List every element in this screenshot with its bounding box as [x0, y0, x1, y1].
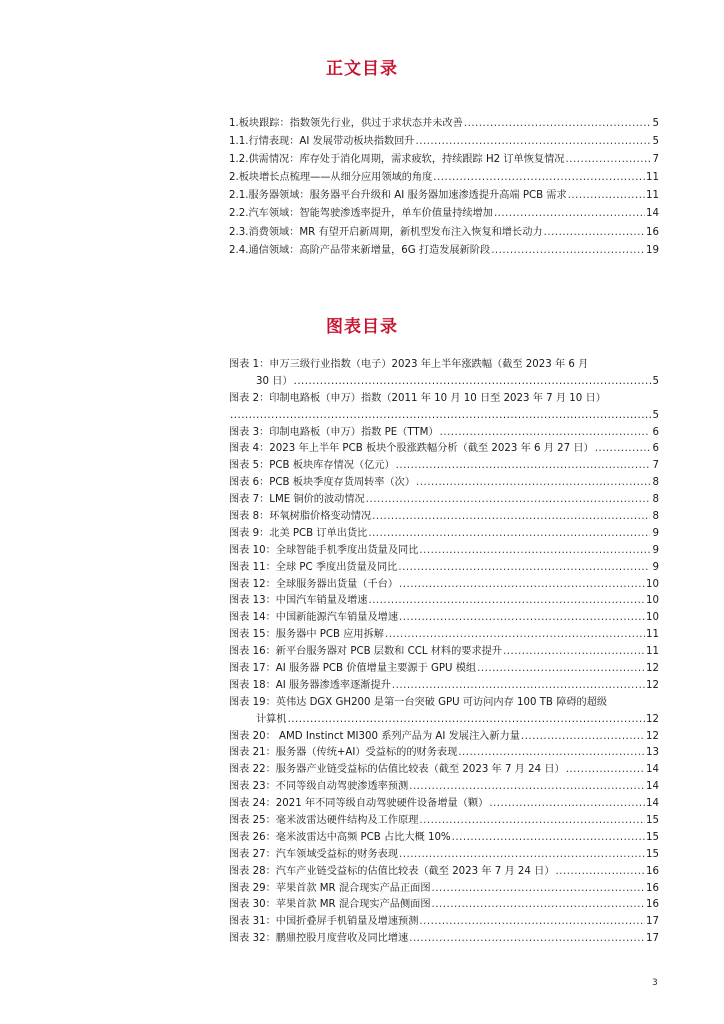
dot-leader	[432, 881, 645, 898]
dot-leader	[556, 864, 646, 881]
figure-entry-page: 14	[646, 781, 659, 793]
figure-entry[interactable]	[229, 881, 659, 898]
figure-entry[interactable]	[229, 644, 659, 661]
figure-entry-page: 17	[646, 933, 659, 945]
figure-entry-page: 12	[646, 679, 659, 691]
dot-leader	[385, 627, 645, 644]
figure-entry-page: 10	[646, 612, 659, 624]
figure-entry-page: 8	[652, 477, 659, 489]
figure-entry[interactable]	[229, 779, 659, 796]
figure-entry-text: 图表 21：服务器（传统+AI）受益标的的财务表现	[229, 747, 458, 759]
dot-leader	[595, 441, 650, 458]
dot-leader	[416, 475, 650, 492]
figure-entry[interactable]	[229, 475, 659, 492]
toc-entry-text: 2.4.通信领域：高阶产品带来新增量，6G 打造发展新阶段	[229, 244, 491, 256]
toc-entry-text: 2.3.消费领域：MR 有望开启新周期，新机型发布注入恢复和增长动力	[229, 226, 543, 238]
figure-entry-page: 16	[646, 865, 659, 877]
figure-entry[interactable]	[229, 830, 659, 847]
toc-entry-page: 14	[646, 208, 659, 220]
dot-leader	[521, 729, 645, 746]
figure-entry-page: 7	[652, 460, 659, 472]
dot-leader	[419, 543, 650, 560]
figure-entry[interactable]	[229, 577, 659, 594]
figure-entry[interactable]	[229, 543, 659, 560]
figure-entry-text: 图表 23：不同等级自动驾驶渗透率预测	[229, 781, 409, 793]
figure-entry[interactable]	[229, 864, 659, 881]
figure-entry-text: 图表 8：环氧树脂价格变动情况	[229, 511, 372, 522]
dot-leader	[432, 897, 645, 914]
figure-entry-text: 图表 2：印制电路板（申万）指数（2011 年 10 月 10 日至 2023 年 7 月 10 日）	[229, 392, 606, 404]
figure-entry-page: 8	[652, 511, 659, 522]
figure-entry[interactable]	[229, 357, 659, 391]
dot-leader	[399, 847, 645, 864]
figure-entry-page: 9	[652, 527, 659, 539]
figure-entry[interactable]	[229, 526, 659, 543]
figure-entry-page: 8	[652, 494, 659, 506]
figure-entry-text: 图表 25：毫米波雷达硬件结构及工作原理	[229, 815, 419, 827]
toc-entry-page: 7	[652, 154, 659, 166]
figure-entry[interactable]	[229, 610, 659, 627]
dot-leader	[419, 813, 645, 830]
dot-leader	[452, 830, 645, 847]
figure-entry-text: 图表 12：全球服务器出货量（千台）	[229, 578, 399, 590]
dot-leader	[392, 678, 645, 695]
dot-leader	[230, 408, 652, 425]
figure-entry-page: 13	[646, 747, 659, 759]
toc-entry-page: 11	[646, 172, 659, 184]
figure-entry[interactable]	[229, 762, 659, 779]
dot-leader	[491, 242, 645, 260]
toc-entry[interactable]	[229, 133, 659, 151]
figure-entry-text: 图表 24：2021 年不同等级自动驾驶硬件设备增量（颗）	[229, 798, 489, 810]
toc-entry-text: 2.2.汽车领域：智能驾驶渗透率提升，单车价值量持续增加	[229, 208, 493, 220]
figure-entry-text: 图表 18：AI 服务器渗透率逐渐提升	[229, 679, 391, 691]
figure-entry-text: 图表 4：2023 年上半年 PCB 板块个股涨跌幅分析（截至 2023 年 6 月 27 日）	[229, 443, 594, 455]
figure-entry-page: 15	[646, 848, 659, 860]
dot-leader	[399, 610, 645, 627]
figure-entry-text: 图表 15：服务器中 PCB 应用拆解	[229, 629, 384, 641]
figure-entry[interactable]	[229, 509, 659, 526]
figure-entry-page: 11	[646, 629, 659, 641]
figure-entry[interactable]	[229, 898, 659, 915]
figure-entry[interactable]	[229, 441, 659, 458]
dot-leader	[368, 593, 645, 610]
toc-entry[interactable]	[229, 187, 659, 205]
dot-leader	[494, 205, 645, 223]
figure-entry-text: 图表 27：汽车领域受益标的财务表现	[229, 848, 399, 860]
table-of-contents	[229, 115, 659, 260]
figure-entry[interactable]	[229, 745, 659, 762]
figure-entry-text: 图表 30：苹果首款 MR 混合现实产品侧面图	[229, 899, 431, 911]
figure-entry-text: 图表 14：中国新能源汽车销量及增速	[229, 612, 399, 624]
dot-leader	[415, 133, 650, 151]
figure-entry-page: 5	[652, 409, 659, 421]
figure-list	[229, 357, 659, 948]
toc-entry-text: 1.板块跟踪：指数领先行业，供过于求状态并未改善	[229, 118, 463, 129]
figure-entry-text: 图表 16：新平台服务器对 PCB 层数和 CCL 材料的要求提升	[229, 646, 503, 658]
figure-entry[interactable]	[229, 931, 659, 948]
figure-entry-text: 图表 22：服务器产业链受益标的估值比较表（截至 2023 年 7 月 24 日）	[229, 764, 565, 776]
toc-entry-page: 5	[652, 136, 659, 148]
figure-entry-page: 9	[652, 544, 659, 556]
figure-entry-page: 9	[652, 561, 659, 573]
figure-entry-page: 15	[646, 815, 659, 827]
toc-entry[interactable]	[229, 151, 659, 169]
toc-entry[interactable]	[229, 242, 659, 260]
figure-entry-text: 图表 9：北美 PCB 订单出货比	[229, 527, 368, 539]
figure-entry-page: 15	[646, 831, 659, 843]
dot-leader	[568, 187, 645, 205]
figure-entry[interactable]	[229, 560, 659, 577]
toc-title: 正文目录	[326, 59, 398, 79]
dot-leader	[409, 931, 645, 948]
dot-leader	[372, 509, 650, 526]
figure-entry-page: 14	[646, 798, 659, 810]
figure-entry-text: 图表 3：印制电路板（申万）指数 PE（TTM）	[229, 426, 439, 438]
figure-entry-page: 6	[652, 443, 659, 455]
figure-entry-page: 16	[646, 899, 659, 911]
figure-entry[interactable]	[229, 813, 659, 830]
figure-entry-text: 图表 11：全球 PC 季度出货量及同比	[229, 561, 398, 573]
dot-leader	[419, 914, 645, 931]
dot-leader	[396, 458, 650, 475]
figure-entry-text-cont: 计算机	[256, 713, 287, 725]
page-number: 3	[652, 978, 658, 988]
figure-entry-page: 14	[646, 764, 659, 776]
toc-entry-page: 5	[652, 118, 659, 129]
figure-entry[interactable]	[229, 695, 659, 729]
dot-leader	[440, 425, 650, 442]
figure-entry-page: 17	[646, 916, 659, 928]
toc-entry[interactable]	[229, 169, 659, 187]
figure-entry-text: 图表 17：AI 服务器 PCB 价值增量主要源于 GPU 模组	[229, 663, 477, 675]
toc-entry-page: 19	[646, 244, 659, 256]
figure-entry-page: 12	[646, 713, 659, 725]
dot-leader	[399, 577, 645, 594]
figure-entry-text: 图表 28：汽车产业链受益标的估值比较表（截至 2023 年 7 月 24 日）	[229, 865, 555, 877]
figure-entry[interactable]	[229, 425, 659, 442]
dot-leader	[288, 712, 645, 729]
dot-leader	[294, 374, 652, 391]
figure-entry[interactable]	[229, 458, 659, 475]
figure-entry-text: 图表 26：毫米波雷达中高频 PCB 占比大概 10%	[229, 831, 451, 843]
toc-entry-page: 16	[646, 226, 659, 238]
toc-entry-page: 11	[646, 190, 659, 202]
figure-entry-page: 10	[646, 595, 659, 607]
toc-entry-text: 1.1.行情表现：AI 发展带动板块指数回升	[229, 136, 415, 148]
dot-leader	[458, 745, 645, 762]
dot-leader	[544, 224, 645, 242]
dot-leader	[566, 762, 645, 779]
toc-entry-text: 2.板块增长点梳理——从细分应用领域的角度	[229, 172, 433, 184]
figure-entry-text: 图表 29：苹果首款 MR 混合现实产品正面图	[229, 882, 431, 894]
figure-entry-text: 图表 31：中国折叠屏手机销量及增速预测	[229, 916, 419, 928]
toc-entry[interactable]	[229, 115, 659, 133]
dot-leader	[503, 644, 645, 661]
toc-entry[interactable]	[229, 205, 659, 223]
dot-leader	[489, 796, 645, 813]
figure-entry-page: 12	[646, 663, 659, 675]
figure-entry-text: 图表 20： AMD Instinct MI300 系列产品为 AI 发展注入新力量	[229, 730, 520, 742]
figure-entry-page: 10	[646, 578, 659, 590]
figure-entry-text: 图表 19：英伟达 DGX GH200 是第一台突破 GPU 可访问内存 100 TB 障碍的超级	[229, 696, 608, 708]
dot-leader	[566, 151, 651, 169]
dot-leader	[366, 492, 650, 509]
figure-entry[interactable]	[229, 729, 659, 746]
figure-entry-page: 5	[652, 375, 659, 387]
figure-entry[interactable]	[229, 593, 659, 610]
figure-entry[interactable]	[229, 796, 659, 813]
figure-entry-text: 图表 1：申万三级行业指数（电子）2023 年上半年涨跌幅（截至 2023 年 6 月	[229, 359, 589, 370]
dot-leader	[477, 661, 645, 678]
dot-leader	[368, 526, 650, 543]
dot-leader	[464, 115, 650, 133]
figure-entry-page: 6	[652, 426, 659, 438]
figure-entry-text: 图表 10：全球智能手机季度出货量及同比	[229, 544, 419, 556]
figure-entry-text: 图表 13：中国汽车销量及增速	[229, 595, 368, 607]
figure-entry[interactable]	[229, 661, 659, 678]
figure-entry-text: 图表 6：PCB 板块季度存货周转率（次）	[229, 477, 416, 489]
dot-leader	[409, 779, 645, 796]
dot-leader	[398, 560, 650, 577]
toc-entry[interactable]	[229, 224, 659, 242]
figure-entry[interactable]	[229, 914, 659, 931]
figure-entry-page: 16	[646, 882, 659, 894]
figure-entry-page: 12	[646, 730, 659, 742]
figure-entry-text: 图表 5：PCB 板块库存情况（亿元）	[229, 460, 395, 472]
figure-entry[interactable]	[229, 391, 659, 425]
toc-entry-text: 1.2.供需情况：库存处于消化周期，需求疲软，持续跟踪 H2 订单恢复情况	[229, 154, 565, 166]
figure-entry-text: 图表 32：鹏鼎控股月度营收及同比增速	[229, 933, 409, 945]
dot-leader	[433, 169, 645, 187]
figure-entry[interactable]	[229, 492, 659, 509]
figure-entry[interactable]	[229, 678, 659, 695]
figure-list-title: 图表目录	[326, 317, 398, 337]
figure-entry[interactable]	[229, 627, 659, 644]
figure-entry-page: 11	[646, 646, 659, 658]
figure-entry-text-cont: 30 日）	[256, 375, 293, 387]
figure-entry[interactable]	[229, 847, 659, 864]
figure-entry-text: 图表 7：LME 铜价的波动情况	[229, 494, 365, 506]
toc-entry-text: 2.1.服务器领域：服务器平台升级和 AI 服务器加速渗透提升高端 PCB 需求	[229, 190, 567, 202]
